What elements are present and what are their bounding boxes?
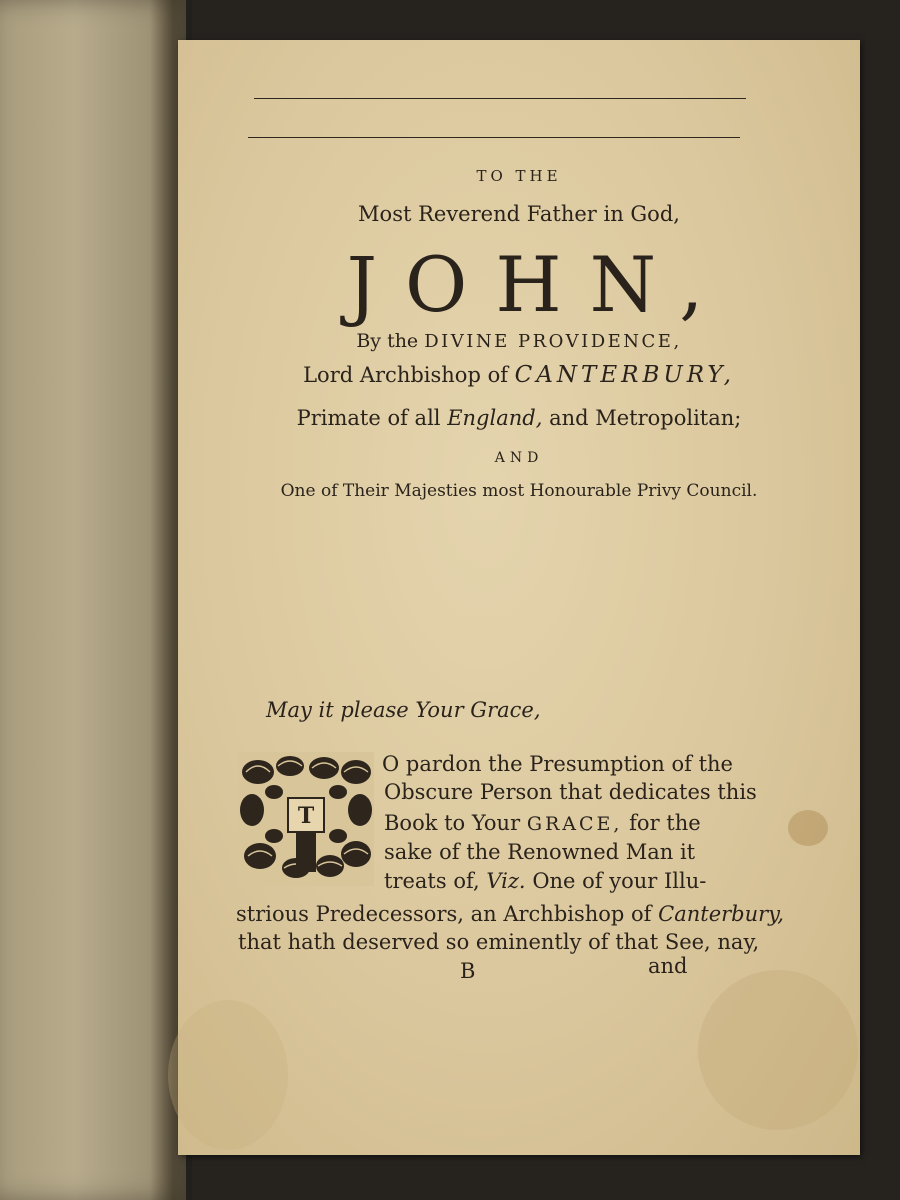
primate-country: England,	[447, 406, 543, 430]
body-line-5-italic: Viz.	[486, 869, 526, 893]
heading-name: JOHN,	[346, 240, 732, 329]
providence-caps: DIVINE PROVIDENCE,	[424, 331, 682, 352]
edge-stain	[168, 1000, 288, 1150]
signature-mark: B	[460, 959, 476, 983]
body-line-3-caps: GRACE,	[526, 813, 623, 835]
foxing-stain	[788, 810, 828, 846]
catchword: and	[648, 954, 688, 978]
heading-primate	[178, 406, 860, 430]
body-line-6-italic: Canterbury,	[658, 902, 784, 926]
heading-to-the: TO THE	[476, 167, 562, 185]
body-line-6	[236, 902, 784, 926]
second-rule	[248, 137, 740, 138]
providence-prefix: By the	[356, 330, 419, 352]
salutation: May it please Your Grace,	[266, 698, 541, 722]
body-line-1: O pardon the Presumption of the	[382, 752, 733, 776]
body-line-3-post: for the	[629, 811, 701, 835]
heading-most-reverend: Most Reverend Father in God,	[358, 202, 680, 226]
floral-ornament-icon	[238, 752, 374, 886]
top-rule	[254, 98, 746, 99]
drop-cap-ornament	[238, 752, 374, 886]
body-line-5-post: One of your Illu-	[532, 869, 707, 893]
book-page	[178, 40, 860, 1155]
body-line-3-pre: Book to Your	[384, 811, 521, 835]
lord-see: CANTERBURY,	[514, 362, 735, 388]
body-line-5	[384, 869, 706, 893]
body-line-7: that hath deserved so eminently of that See, nay,	[238, 930, 760, 954]
body-line-6-pre: strious Predecessors, an Archbishop of	[236, 902, 652, 926]
body-line-5-pre: treats of,	[384, 869, 480, 893]
heading-and: AND	[494, 450, 544, 466]
drop-cap-letter: T	[297, 803, 315, 829]
primate-suffix: and Metropolitan;	[549, 406, 742, 430]
heading-archbishop	[178, 362, 860, 388]
primate-prefix: Primate of all	[296, 406, 441, 430]
body-line-4: sake of the Renowned Man it	[384, 840, 696, 864]
lord-prefix: Lord Archbishop of	[303, 363, 508, 387]
body-line-2: Obscure Person that dedicates this	[384, 780, 757, 804]
heading-privy-council: One of Their Majesties most Honourable Privy Council.	[280, 481, 758, 501]
body-line-3	[384, 811, 701, 835]
heading-providence	[178, 330, 860, 352]
water-stain	[698, 970, 858, 1130]
